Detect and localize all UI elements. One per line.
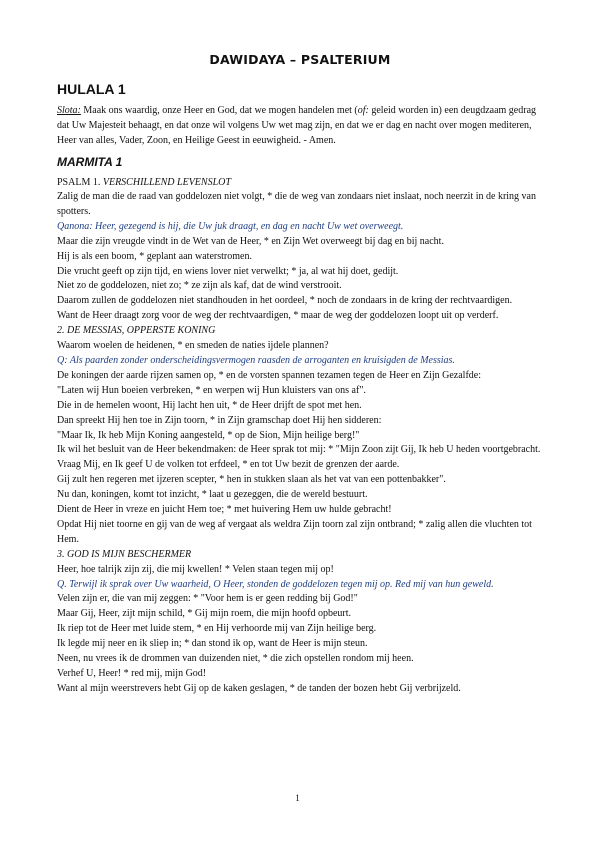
verse-line: Velen zijn er, die van mij zeggen: * "Voor hem is er geen redding bij God!" xyxy=(57,593,358,605)
page-number: 1 xyxy=(295,793,300,803)
psalm-3-title: 3. GOD IS MIJN BESCHERMER xyxy=(57,548,192,560)
verse-line: Vraag Mij, en Ik geef U de volken tot erfdeel, * en tot Uw bezit de grenzen der aarde. xyxy=(57,459,400,471)
slota-of: of: xyxy=(357,105,369,116)
verse-line: De koningen der aarde rijzen samen op, * en de vorsten spannen tezamen tegen de Heer en Zijn Gezalfde: xyxy=(57,369,481,381)
slota-text-a: Maak ons waardig, onze Heer en God, dat we mogen handelen met ( xyxy=(80,105,358,116)
slota-text-b: geleid worden in) een deugdzaam gedrag dat Uw Majesteit behaagt, en dat onze wil volgens Uw wet mag zijn, en dat we er dag en nacht over mogen mediteren, Heer van alles, Vader, Zoon, en Heilige Geest in eeuwigheid. - Amen. xyxy=(57,105,537,146)
verse-line: Want de Heer draagt zorg voor de weg der rechtvaardigen, * maar de weg der goddelozen loopt uit op verderf. xyxy=(57,310,499,322)
verse-line: Ik riep tot de Heer met luide stem, * en Hij verhoorde mij van Zijn heilige berg. xyxy=(57,623,377,635)
verse-line: Nu dan, koningen, komt tot inzicht, * laat u gezeggen, die de wereld bestuurt. xyxy=(57,489,368,501)
verse-line: Gij zult hen regeren met ijzeren scepter, * hen in stukken slaan als het vat van een pottenbakker". xyxy=(57,474,446,486)
content xyxy=(57,52,543,697)
verse-line: Dan spreekt Hij hen toe in Zijn toorn, * in Zijn gramschap doet Hij hen sidderen: xyxy=(57,414,382,426)
verse-line: Want al mijn weerstrevers hebt Gij op de kaken geslagen, * de tanden der bozen hebt Gij verbrijzeld. xyxy=(57,682,461,694)
heading-hulala: HULALA 1 xyxy=(57,81,126,97)
qanona-line: Qanona: Heer, gezegend is hij, die Uw juk draagt, en dag en nacht Uw wet overweegt. xyxy=(57,220,404,232)
verse-line: Opdat Hij niet toorne en gij van de weg af vergaat als weldra Zijn toorn zal zijn ontbrand; * zalig allen die vluchten tot Hem. xyxy=(57,518,532,545)
verse-line: Die vrucht geeft op zijn tijd, en wiens lover niet verwelkt; * ja, al wat hij doet, gedijt. xyxy=(57,265,399,277)
qanona-line: Q. Terwijl ik sprak over Uw waarheid, O Heer, stonden de goddelozen tegen mij op. Red mij van hun geweld. xyxy=(57,578,494,590)
verse-line: Ik legde mij neer en ik sliep in; * dan stond ik op, want de Heer is mijn steun. xyxy=(57,638,368,650)
psalm-1-heading xyxy=(57,175,543,190)
subheading-marmita: MARMITA 1 xyxy=(57,155,123,169)
verse-line: Verhef U, Heer! * red mij, mijn God! xyxy=(57,668,207,679)
qanona-line: Q: Als paarden zonder onderscheidingsvermogen raasden de arroganten en kruisigden de Messias. xyxy=(57,354,455,366)
document-title: DAWIDAYA – PSALTERIUM xyxy=(209,52,391,67)
verse-line: "Laten wij Hun boeien verbreken, * en werpen wij Hun kluisters van ons af". xyxy=(57,384,366,396)
verse-line: Maar die zijn vreugde vindt in de Wet van de Heer, * en Zijn Wet overweegt bij dag en bij nacht. xyxy=(57,235,444,247)
psalm-1-title: VERSCHILLEND LEVENSLOT xyxy=(102,177,231,188)
slota-label: Slota: xyxy=(57,105,81,116)
verse-line: Maar Gij, Heer, zijt mijn schild, * Gij mijn roem, die mijn hoofd opbeurt. xyxy=(57,608,351,620)
psalm-1-label: PSALM 1. xyxy=(57,177,103,188)
verse-line: Niet zo de goddelozen, niet zo; * ze zijn als kaf, dat de wind verstrooit. xyxy=(57,280,342,292)
verse-line: Zalig de man die de raad van goddelozen niet volgt, * die de weg van zondaars niet inslaat, noch neerzit in de kring van spotters. xyxy=(57,191,536,217)
verse-line: Waarom woelen de heidenen, * en smeden de naties ijdele plannen? xyxy=(57,340,329,352)
slota-paragraph xyxy=(57,103,543,148)
verse-line: Die in de hemelen woont, Hij lacht hen uit, * de Heer drijft de spot met hen. xyxy=(57,399,362,411)
verse-line: Heer, hoe talrijk zijn zij, die mij kwellen! * Velen staan tegen mij op! xyxy=(57,563,334,575)
verse-line: Daarom zullen de goddelozen niet standhouden in het oordeel, * noch de zondaars in de kring der rechtvaardigen. xyxy=(57,295,513,307)
verse-line: Ik wil het besluit van de Heer bekendmaken: de Heer sprak tot mij: * "Mijn Zoon zijt Gij, Ik heb U heden voortgebracht. xyxy=(57,444,541,456)
verse-line: Neen, nu vrees ik de drommen van duizenden niet, * die zich opstellen rondom mij heen. xyxy=(57,653,414,665)
verse-line: Hij is als een boom, * geplant aan waterstromen. xyxy=(57,250,252,262)
verse-line: Dient de Heer in vreze en juicht Hem toe; * met huivering Hem uw hulde gebracht! xyxy=(57,504,392,516)
psalm-2-title: 2. DE MESSIAS, OPPERSTE KONING xyxy=(57,325,216,337)
verse-line: "Maar Ik, Ik heb Mijn Koning aangesteld, * op de Sion, Mijn heilige berg!" xyxy=(57,429,360,441)
